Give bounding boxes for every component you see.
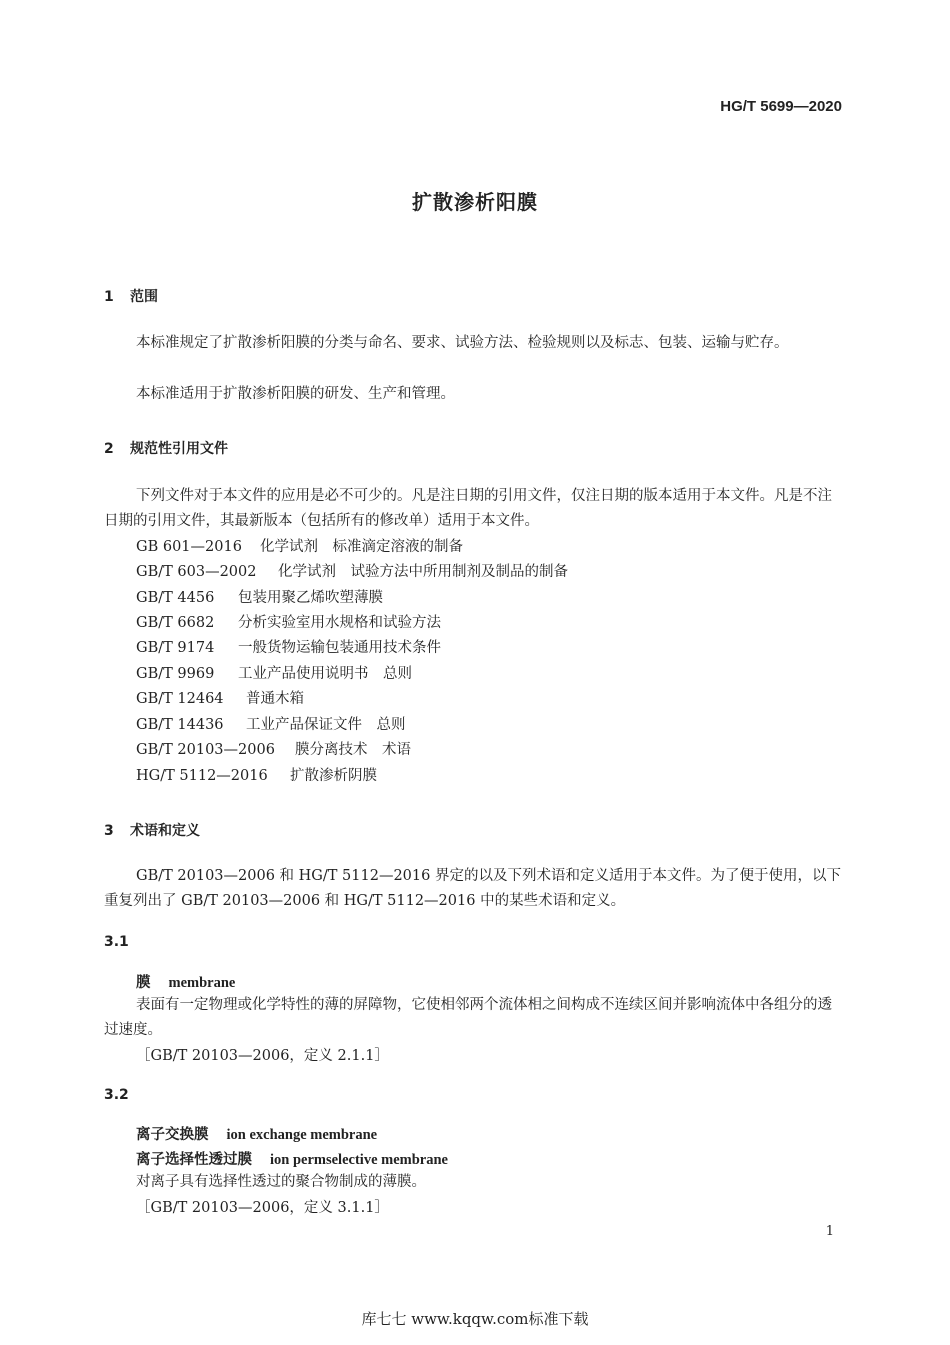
paragraph-text: 下列文件对于本文件的应用是必不可少的。凡是注日期的引用文件，仅注日期的版本适用于本文件。凡是不注日期的引用文件，其最新版本（包括所有的修改单）适用于本文件。 [104,488,832,529]
standard-code: HG/T 5699—2020 [720,98,842,115]
reference-item: GB/T 6682 分析实验室用水规格和试验方法 [136,615,441,631]
term-source: ［GB/T 20103—2006，定义 2.1.1］ [136,1048,389,1064]
section-2-intro [104,484,842,534]
term-definition [104,993,842,1043]
paragraph-text: 本标准规定了扩散渗析阳膜的分类与命名、要求、试验方法、检验规则以及标志、包装、运输与贮存。 [136,335,789,351]
clause-number: 3.2 [104,1087,129,1103]
section-1-paragraph [104,382,842,407]
reference-item: GB/T 20103—2006 膜分离技术 术语 [136,742,411,758]
section-title: 术语和定义 [130,823,200,839]
term-source: ［GB/T 20103—2006，定义 3.1.1］ [136,1200,389,1216]
section-3-intro [104,864,842,914]
section-title: 范围 [130,289,158,305]
section-1-heading [104,286,158,306]
reference-item: HG/T 5112—2016 扩散渗析阴膜 [136,768,377,784]
reference-item: GB/T 4456 包装用聚乙烯吹塑薄膜 [136,590,383,606]
section-2-heading [104,438,228,458]
reference-item: GB/T 9969 工业产品使用说明书 总则 [136,666,412,682]
paragraph-text: 表面有一定物理或化学特性的薄的屏障物，它使相邻两个流体相之间构成不连续区间并影响流体中各组分的透过速度。 [104,997,832,1038]
reference-item: GB/T 12464 普通木箱 [136,691,304,707]
document-title: 扩散渗析阳膜 [412,190,538,214]
paragraph-text: GB/T 20103—2006 和 HG/T 5112—2016 界定的以及下列术语和定义适用于本文件。为了便于使用，以下重复列出了 GB/T 20103—2006 和 HG/T 5112—2016 中的某些术语和定义。 [104,868,841,909]
section-number: 2 [104,441,114,457]
reference-item: GB/T 603—2002 化学试剂 试验方法中所用制剂及制品的制备 [136,564,568,580]
section-1-paragraph [104,331,842,356]
section-3-heading [104,820,200,840]
term-name: 离子选择性透过膜 ion permselective membrane [136,1151,448,1168]
download-footer: 库七七 www.kqqw.com标准下载 [361,1310,589,1328]
reference-item: GB/T 9174 一般货物运输包装通用技术条件 [136,640,441,656]
section-number: 1 [104,289,114,305]
section-number: 3 [104,823,114,839]
paragraph-text: 本标准适用于扩散渗析阳膜的研发、生产和管理。 [136,386,455,402]
reference-item: GB/T 14436 工业产品保证文件 总则 [136,717,406,733]
term-definition: 对离子具有选择性透过的聚合物制成的薄膜。 [136,1174,426,1190]
clause-number: 3.1 [104,934,129,950]
term-name: 离子交换膜 ion exchange membrane [136,1126,378,1143]
page-number: 1 [825,1224,834,1239]
term-name: 膜 membrane [136,974,236,991]
section-title: 规范性引用文件 [130,441,228,457]
reference-item: GB 601—2016 化学试剂 标准滴定溶液的制备 [136,539,463,555]
